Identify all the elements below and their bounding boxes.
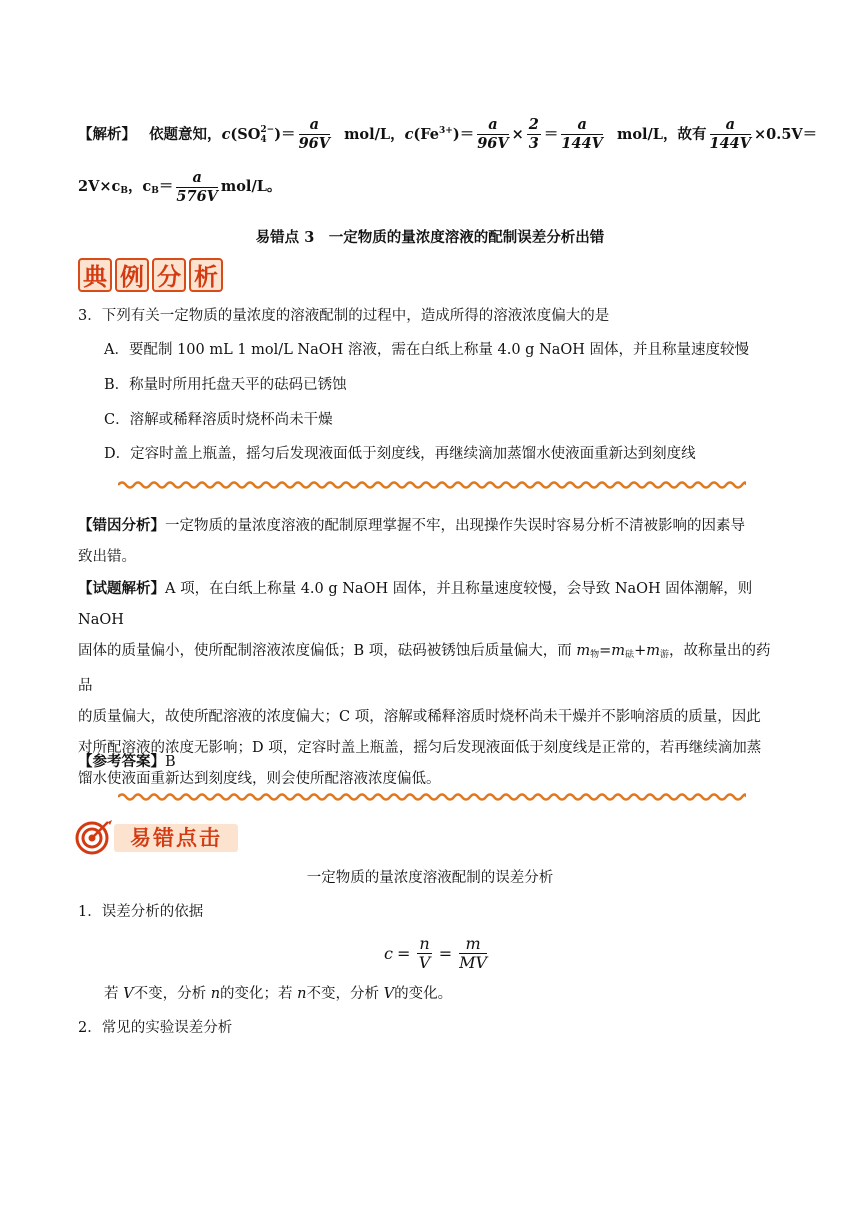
fraction-a-144v-2	[710, 116, 752, 153]
sulfate-formula: (SO	[230, 125, 261, 143]
note-part: 的变化；若	[220, 986, 298, 1002]
section-title: 易错点 3 一定物质的量浓度溶液的配制误差分析出错	[255, 229, 605, 246]
analysis-line-1	[78, 108, 817, 154]
sulfate-charge: 2−	[260, 124, 275, 135]
analysis-line-2	[78, 164, 281, 210]
analysis-lead: 依题意知，	[149, 125, 222, 143]
banner-tile: 例	[115, 258, 149, 292]
iron-formula: (Fe	[413, 125, 440, 143]
mass-symbol: m	[576, 643, 591, 659]
cause-text-2: 致出错。	[78, 549, 136, 565]
frac-num: 2	[528, 116, 539, 134]
times-sign: ×	[511, 125, 524, 143]
mistake-banner-text: 易错点击	[114, 824, 238, 852]
analysis-tail: ×0.5V＝	[754, 125, 818, 143]
cause-text-1: 一定物质的量浓度溶液的配制原理掌握不牢，出现操作失误时容易分析不清被影响的因素导	[165, 518, 745, 534]
fraction-a-96v-2	[477, 116, 508, 153]
wavy-divider	[118, 480, 746, 490]
solution	[78, 573, 778, 795]
frac-num: n	[419, 933, 430, 953]
frac-num: a	[561, 116, 603, 135]
option-b: B．称量时所用托盘天平的砝码已锈蚀	[104, 377, 347, 393]
fraction-m-mv	[459, 935, 487, 972]
answer	[78, 752, 176, 772]
note-var: V	[123, 986, 134, 1002]
formula-equals-2: =	[438, 943, 453, 963]
formula-equals: =	[396, 943, 411, 963]
option-c: C．溶解或稀释溶质时烧杯尚未干燥	[104, 412, 333, 428]
question-stem: 3．下列有关一定物质的量浓度的溶液配制的过程中，造成所得的溶液浓度偏大的是	[78, 308, 610, 324]
unit-text: mol/L，	[344, 125, 405, 143]
analysis-tag: 【解析】	[78, 125, 136, 143]
iron-close: )＝	[452, 125, 475, 143]
line2-unit: mol/L。	[220, 178, 282, 195]
cause-analysis	[78, 510, 778, 573]
note-var: V	[383, 986, 395, 1002]
solution-line-2-tail: ，故称量出的药品	[78, 643, 771, 694]
note-part: 的变化。	[394, 986, 453, 1002]
fraction-a-144v	[561, 116, 603, 153]
solution-line-4: 对所配溶液的浓度无影响；D 项，定容时盖上瓶盖，摇匀后发现液面低于刻度线是正常的，若再继续滴加蒸	[78, 740, 762, 756]
frac-num: a	[477, 116, 508, 135]
mass-symbol: m	[611, 643, 626, 659]
fraction-a-576v	[176, 169, 218, 206]
note-part: 不变，分析	[306, 986, 384, 1002]
mass-sub-rider: 游	[659, 650, 669, 660]
c-symbol: c	[221, 125, 231, 143]
banner-tile: 典	[78, 258, 112, 292]
subscript-b: B	[120, 186, 128, 196]
line2-equals: ＝	[158, 178, 174, 195]
line2-part-b: ，c	[127, 178, 152, 195]
formula-c	[384, 930, 490, 976]
common-heading: 2．常见的实验误差分析	[78, 1020, 233, 1036]
solution-line-3: 的质量偏大，故使所配溶液的浓度偏大；C 项，溶解或稀释溶质时烧杯尚未干燥并不影响溶质的质量，因此	[78, 709, 761, 725]
target-icon	[74, 818, 114, 856]
option-d: D．定容时盖上瓶盖，摇匀后发现液面低于刻度线，再继续滴加蒸馏水使液面重新达到刻度线	[104, 446, 696, 462]
iron-charge: 3+	[439, 126, 453, 136]
frac-den: 144V	[709, 135, 752, 153]
frac-den: 96V	[298, 135, 330, 153]
mass-sub-object: 物	[590, 650, 600, 660]
banner-tile: 分	[152, 258, 186, 292]
mass-symbol: m	[646, 643, 660, 659]
frac-den: MV	[459, 952, 488, 972]
sulfate-close: )＝	[274, 125, 296, 143]
line2-part-a: 2V×c	[78, 178, 121, 195]
note-var: n	[297, 986, 307, 1002]
formula-c-symbol: c	[384, 943, 393, 963]
solution-line-5: 馏水使液面重新达到刻度线，则会使所配溶液浓度偏低。	[78, 771, 441, 787]
frac-den: 576V	[176, 187, 218, 205]
frac-den: 96V	[477, 135, 509, 153]
cause-tag: 【错因分析】	[78, 517, 165, 534]
subscript-b-2: B	[151, 186, 159, 196]
note-part: 不变，分析	[133, 986, 211, 1002]
answer-value: B	[165, 754, 176, 770]
fraction-a-96v	[299, 116, 330, 153]
solution-tag: 【试题解析】	[78, 580, 165, 597]
option-a: A．要配制 100 mL 1 mol/L NaOH 溶液，需在白纸上称量 4.0 g NaOH 固体，并且称量速度较慢	[104, 342, 750, 358]
sulfate-subscript: 4	[260, 134, 267, 145]
equals-sign: ＝	[543, 125, 559, 143]
banner-tile: 析	[189, 258, 223, 292]
fraction-n-v	[417, 935, 431, 972]
unit-text-2: mol/L，故有	[616, 125, 707, 143]
frac-num: a	[176, 169, 218, 188]
c-symbol: c	[404, 125, 414, 143]
basis-heading: 1．误差分析的依据	[78, 904, 204, 920]
mass-equals: =	[599, 643, 612, 659]
frac-den: 3	[528, 135, 539, 153]
solution-line-2: 固体的质量偏小，使所配制溶液浓度偏低；B 项，砝码被锈蚀后质量偏大，而	[78, 643, 577, 659]
wavy-divider	[118, 792, 746, 802]
frac-den: 144V	[561, 135, 603, 153]
solution-line-1: A 项，在白纸上称量 4.0 g NaOH 固体，并且称量速度较慢，会导致 NaOH 固体潮解，则 NaOH	[78, 581, 753, 628]
frac-num: a	[299, 116, 330, 135]
note-part: 若	[104, 986, 124, 1002]
mass-sub-weight: 砝	[625, 650, 635, 660]
example-banner	[78, 258, 226, 294]
answer-tag: 【参考答案】	[78, 753, 165, 770]
mistake-banner	[74, 818, 238, 856]
frac-num: a	[710, 116, 752, 135]
mass-plus: +	[634, 643, 647, 659]
frac-num: m	[459, 935, 487, 954]
frac-den: V	[418, 952, 431, 972]
note-var: n	[210, 986, 221, 1002]
topic-title: 一定物质的量浓度溶液配制的误差分析	[306, 870, 554, 886]
fraction-2-3	[527, 116, 541, 153]
basis-note	[104, 984, 452, 1004]
